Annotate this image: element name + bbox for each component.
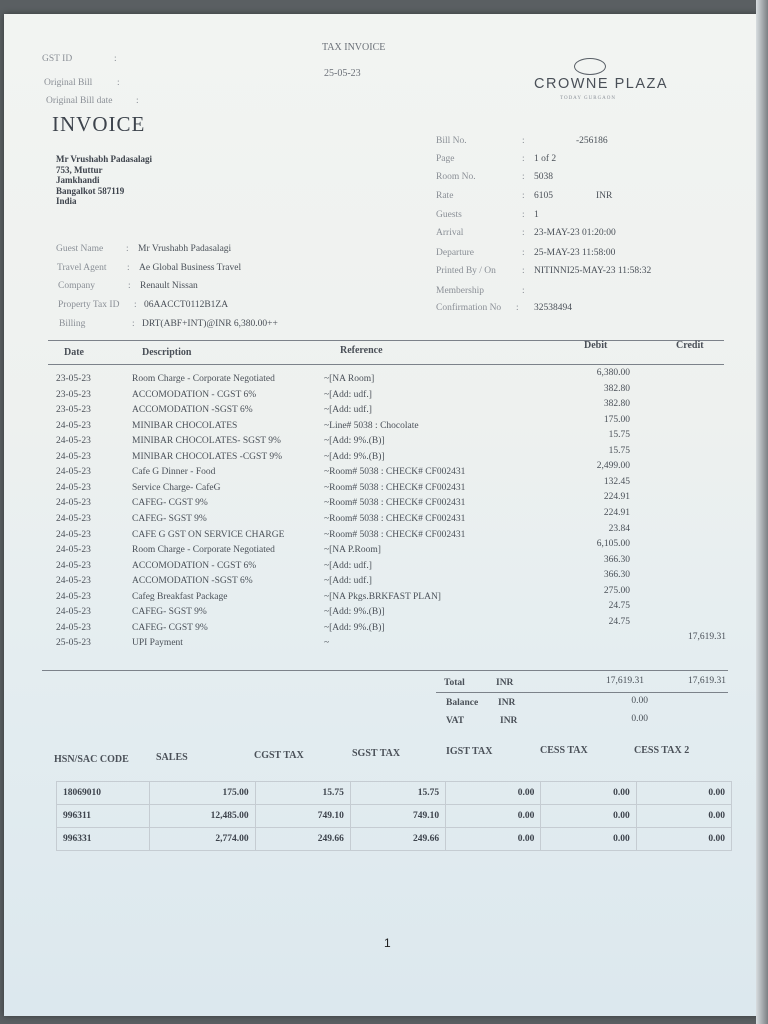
original-bill-sep: : xyxy=(117,78,120,88)
address-line: Bangalkot 587119 xyxy=(56,185,125,196)
date-cell: 23-05-23 xyxy=(56,374,91,384)
detail-label: Guests xyxy=(436,210,462,220)
document-date: 25-05-23 xyxy=(324,68,361,79)
reference-cell: ~[NA Room] xyxy=(324,374,375,384)
credit-cell: 17,619.31 xyxy=(688,632,726,643)
invoice-paper xyxy=(4,14,764,1016)
detail-label: Room No. xyxy=(436,172,476,182)
address-line: 753, Muttur xyxy=(56,164,103,175)
reference-cell: ~[Add: udf.] xyxy=(324,405,372,416)
description-cell: Cafeg Breakfast Package xyxy=(132,591,228,602)
description-cell: MINIBAR CHOCOLATES- SGST 9% xyxy=(132,436,281,447)
detail-sep: : xyxy=(522,210,525,220)
hsn-code: 18069010 xyxy=(57,782,150,805)
original-bill-date-label: Original Bill date xyxy=(46,96,113,106)
igst-value: 0.00 xyxy=(446,805,541,828)
address-line: India xyxy=(56,196,77,206)
description-cell: MINIBAR CHOCOLATES xyxy=(132,420,238,431)
detail-label: Company xyxy=(58,281,95,291)
description-cell: Service Charge- CafeG xyxy=(132,482,221,493)
description-cell: CAFEG- CGST 9% xyxy=(132,498,208,509)
billing-value: DRT(ABF+INT)@INR 6,380.00++ xyxy=(142,319,278,329)
table-row xyxy=(4,383,764,404)
detail-sep: : xyxy=(522,266,525,276)
reference-cell: ~[Add: 9%.(B)] xyxy=(324,451,385,462)
debit-cell: 23.84 xyxy=(608,523,630,534)
hotel-logo xyxy=(534,58,669,108)
cgst-value: 749.10 xyxy=(255,805,350,828)
col-header-reference: Reference xyxy=(340,345,383,356)
table-row xyxy=(4,445,764,466)
description-cell: ACCOMODATION - CGST 6% xyxy=(132,389,257,400)
table-row xyxy=(57,805,732,828)
cess-value: 0.00 xyxy=(541,805,636,828)
cess2-value: 0.00 xyxy=(636,828,731,851)
invoice-title: INVOICE xyxy=(52,112,146,136)
printed-by-value: NITINNI25-MAY-23 11:58:32 xyxy=(534,266,652,276)
col-header-date: Date xyxy=(64,347,84,358)
tax-header-cgst: CGST TAX xyxy=(254,750,304,761)
date-cell: 23-05-23 xyxy=(56,389,91,400)
detail-sep: : xyxy=(516,303,519,313)
date-cell: 24-05-23 xyxy=(56,591,91,602)
date-cell: 24-05-23 xyxy=(56,482,91,493)
table-row xyxy=(4,461,764,481)
detail-label: Travel Agent xyxy=(57,263,107,273)
detail-sep: : xyxy=(128,281,131,291)
table-row xyxy=(4,585,764,606)
detail-sep: : xyxy=(522,286,525,296)
total-debit: 17,619.31 xyxy=(606,676,644,686)
detail-label: Property Tax ID xyxy=(58,300,120,310)
tax-summary-table xyxy=(56,781,732,851)
table-row xyxy=(4,632,764,652)
description-cell: CAFEG- SGST 9% xyxy=(132,513,207,524)
logo-subtitle: TODAY GURGAON xyxy=(560,96,617,101)
date-cell: 24-05-23 xyxy=(56,451,91,462)
debit-cell: 132.45 xyxy=(603,476,630,487)
page-number: 1 xyxy=(384,936,391,950)
debit-cell: 275.00 xyxy=(603,585,630,596)
reference-cell: ~[Add: 9%.(B)] xyxy=(324,607,385,618)
col-header-description: Description xyxy=(142,347,192,358)
table-row xyxy=(4,601,764,621)
rate-value: 6105 xyxy=(534,191,553,201)
table-row xyxy=(57,782,732,805)
logo-name: CROWNE PLAZA xyxy=(534,76,669,92)
reference-cell: ~[Add: udf.] xyxy=(324,576,372,587)
date-cell: 24-05-23 xyxy=(56,513,91,524)
detail-sep: : xyxy=(522,248,525,258)
description-cell: CAFEG- SGST 9% xyxy=(132,607,207,618)
total-credit: 17,619.31 xyxy=(688,676,726,686)
totals-top-rule xyxy=(42,670,728,671)
date-cell: 24-05-23 xyxy=(56,467,91,478)
guest-details xyxy=(56,244,356,334)
vat-currency: INR xyxy=(500,716,518,726)
debit-cell: 175.00 xyxy=(603,414,630,425)
debit-cell: 382.80 xyxy=(603,383,630,394)
debit-cell: 6,380.00 xyxy=(596,368,630,378)
date-cell: 24-05-23 xyxy=(56,529,91,540)
tax-header-hsn: HSN/SAC CODE xyxy=(54,754,129,765)
debit-cell: 24.75 xyxy=(608,616,630,627)
debit-cell: 366.30 xyxy=(603,554,630,565)
description-cell: MINIBAR CHOCOLATES -CGST 9% xyxy=(132,451,282,462)
debit-cell: 382.80 xyxy=(603,399,630,410)
balance-currency: INR xyxy=(498,698,516,708)
debit-cell: 224.91 xyxy=(603,507,630,518)
page-value: 1 of 2 xyxy=(534,154,557,164)
col-header-credit: Credit xyxy=(676,340,704,351)
company-value: Renault Nissan xyxy=(140,281,198,291)
description-cell: ACCOMODATION - CGST 6% xyxy=(132,560,257,571)
tax-header-igst: IGST TAX xyxy=(446,746,493,757)
table-row xyxy=(4,414,764,435)
confirmation-no-value: 32538494 xyxy=(534,303,572,313)
reference-cell: ~Room# 5038 : CHECK# CF002431 xyxy=(324,467,466,478)
rate-currency: INR xyxy=(596,191,613,201)
detail-label: Rate xyxy=(436,191,454,201)
table-row xyxy=(4,399,764,419)
reference-cell: ~[Add: 9%.(B)] xyxy=(324,436,385,447)
detail-sep: : xyxy=(127,263,130,273)
original-bill-label: Original Bill xyxy=(44,78,93,88)
table-row xyxy=(4,570,764,590)
debit-cell: 15.75 xyxy=(608,445,630,456)
debit-cell: 366.30 xyxy=(603,570,630,581)
reference-cell: ~ xyxy=(324,638,330,649)
reference-cell: ~Room# 5038 : CHECK# CF002431 xyxy=(324,482,466,493)
guests-value: 1 xyxy=(534,210,539,220)
cess2-value: 0.00 xyxy=(636,805,731,828)
guest-name-value: Mr Vrushabh Padasalagi xyxy=(138,244,232,254)
sales-value: 175.00 xyxy=(150,782,255,805)
description-cell: UPI Payment xyxy=(132,638,183,649)
detail-sep: : xyxy=(522,172,525,182)
customer-address xyxy=(56,154,152,207)
date-cell: 24-05-23 xyxy=(56,498,91,509)
debit-cell: 2,499.00 xyxy=(596,461,630,472)
debit-cell: 224.91 xyxy=(603,492,630,503)
reference-cell: ~[Add: 9%.(B)] xyxy=(324,622,385,633)
total-currency: INR xyxy=(496,678,514,688)
detail-label: Arrival xyxy=(436,228,464,238)
date-cell: 24-05-23 xyxy=(56,607,91,618)
document-type: TAX INVOICE xyxy=(322,42,386,53)
tax-header-cess: CESS TAX xyxy=(540,745,588,756)
tax-header-sales: SALES xyxy=(156,752,188,763)
reference-cell: ~Room# 5038 : CHECK# CF002431 xyxy=(324,529,466,540)
detail-label: Page xyxy=(436,154,455,164)
gst-id-sep: : xyxy=(114,54,117,64)
table-row xyxy=(4,523,764,544)
igst-value: 0.00 xyxy=(446,782,541,805)
reference-cell: ~Line# 5038 : Chocolate xyxy=(324,420,419,431)
bill-no-value: -256186 xyxy=(576,136,608,146)
sgst-value: 249.66 xyxy=(350,828,445,851)
hsn-code: 996331 xyxy=(57,828,150,851)
description-cell: Room Charge - Corporate Negotiated xyxy=(132,374,275,384)
date-cell: 24-05-23 xyxy=(56,576,91,587)
table-row xyxy=(4,554,764,575)
detail-label: Billing xyxy=(59,319,86,329)
detail-label: Confirmation No xyxy=(436,303,502,313)
table-top-rule xyxy=(48,340,724,341)
departure-value: 25-MAY-23 11:58:00 xyxy=(534,248,616,258)
debit-cell: 15.75 xyxy=(608,430,630,441)
detail-sep: : xyxy=(126,244,129,254)
detail-label: Guest Name xyxy=(56,244,104,254)
detail-sep: : xyxy=(522,154,525,164)
table-row xyxy=(57,828,732,851)
tax-header-cess2: CESS TAX 2 xyxy=(634,745,690,756)
travel-agent-value: Ae Global Business Travel xyxy=(139,263,242,273)
description-cell: CAFEG- CGST 9% xyxy=(132,622,208,633)
crown-icon xyxy=(574,58,606,75)
detail-sep: : xyxy=(132,319,135,329)
cess-value: 0.00 xyxy=(541,782,636,805)
igst-value: 0.00 xyxy=(446,828,541,851)
reference-cell: ~[Add: udf.] xyxy=(324,389,372,400)
vat-label: VAT xyxy=(446,716,465,726)
table-row xyxy=(4,476,764,497)
original-bill-date-sep: : xyxy=(136,96,139,106)
detail-label: Membership xyxy=(436,286,485,296)
table-row xyxy=(4,368,764,388)
address-line: Jamkhandi xyxy=(56,175,100,185)
sgst-value: 15.75 xyxy=(350,782,445,805)
vat-value: 0.00 xyxy=(631,714,648,724)
cess-value: 0.00 xyxy=(541,828,636,851)
date-cell: 24-05-23 xyxy=(56,436,91,447)
description-cell: ACCOMODATION -SGST 6% xyxy=(132,405,253,416)
tax-header-sgst: SGST TAX xyxy=(352,748,401,759)
reference-cell: ~Room# 5038 : CHECK# CF002431 xyxy=(324,498,466,509)
reference-cell: ~[NA Pkgs.BRKFAST PLAN] xyxy=(324,591,441,602)
description-cell: CAFE G GST ON SERVICE CHARGE xyxy=(132,529,285,540)
balance-value: 0.00 xyxy=(631,696,648,706)
cess2-value: 0.00 xyxy=(636,782,731,805)
property-tax-id-value: 06AACCT0112B1ZA xyxy=(144,300,229,310)
description-cell: Room Charge - Corporate Negotiated xyxy=(132,545,275,556)
table-row xyxy=(4,507,764,528)
date-cell: 23-05-23 xyxy=(56,405,91,416)
date-cell: 24-05-23 xyxy=(56,560,91,571)
date-cell: 25-05-23 xyxy=(56,638,91,649)
description-cell: ACCOMODATION -SGST 6% xyxy=(132,576,253,587)
detail-sep: : xyxy=(134,300,137,310)
bill-details xyxy=(436,136,716,326)
arrival-value: 23-MAY-23 01:20:00 xyxy=(534,228,616,238)
reference-cell: ~Room# 5038 : CHECK# CF002431 xyxy=(324,513,466,524)
table-row xyxy=(4,492,764,512)
debit-cell: 6,105.00 xyxy=(596,539,630,550)
sgst-value: 749.10 xyxy=(350,805,445,828)
detail-sep: : xyxy=(522,191,525,201)
detail-sep: : xyxy=(522,228,525,238)
detail-label: Bill No. xyxy=(436,136,467,146)
date-cell: 24-05-23 xyxy=(56,420,91,431)
gst-id-label: GST ID xyxy=(42,54,73,64)
sales-value: 12,485.00 xyxy=(150,805,255,828)
table-header-rule xyxy=(48,364,724,365)
table-row xyxy=(4,539,764,559)
background-edge xyxy=(756,0,768,1024)
detail-sep: : xyxy=(522,136,525,146)
customer-name: Mr Vrushabh Padasalagi xyxy=(56,154,153,164)
date-cell: 24-05-23 xyxy=(56,622,91,633)
cgst-value: 15.75 xyxy=(255,782,350,805)
reference-cell: ~[NA P.Room] xyxy=(324,545,381,556)
total-label: Total xyxy=(444,678,465,688)
col-header-debit: Debit xyxy=(584,340,608,351)
debit-cell: 24.75 xyxy=(608,601,630,612)
room-no-value: 5038 xyxy=(534,172,553,182)
reference-cell: ~[Add: udf.] xyxy=(324,560,372,571)
description-cell: Cafe G Dinner - Food xyxy=(132,467,216,478)
sales-value: 2,774.00 xyxy=(150,828,255,851)
table-row xyxy=(4,430,764,450)
date-cell: 24-05-23 xyxy=(56,545,91,556)
balance-label: Balance xyxy=(446,698,479,708)
hsn-code: 996311 xyxy=(57,805,150,828)
totals-rule xyxy=(436,692,728,693)
detail-label: Departure xyxy=(436,248,474,258)
detail-label: Printed By / On xyxy=(436,266,496,276)
cgst-value: 249.66 xyxy=(255,828,350,851)
